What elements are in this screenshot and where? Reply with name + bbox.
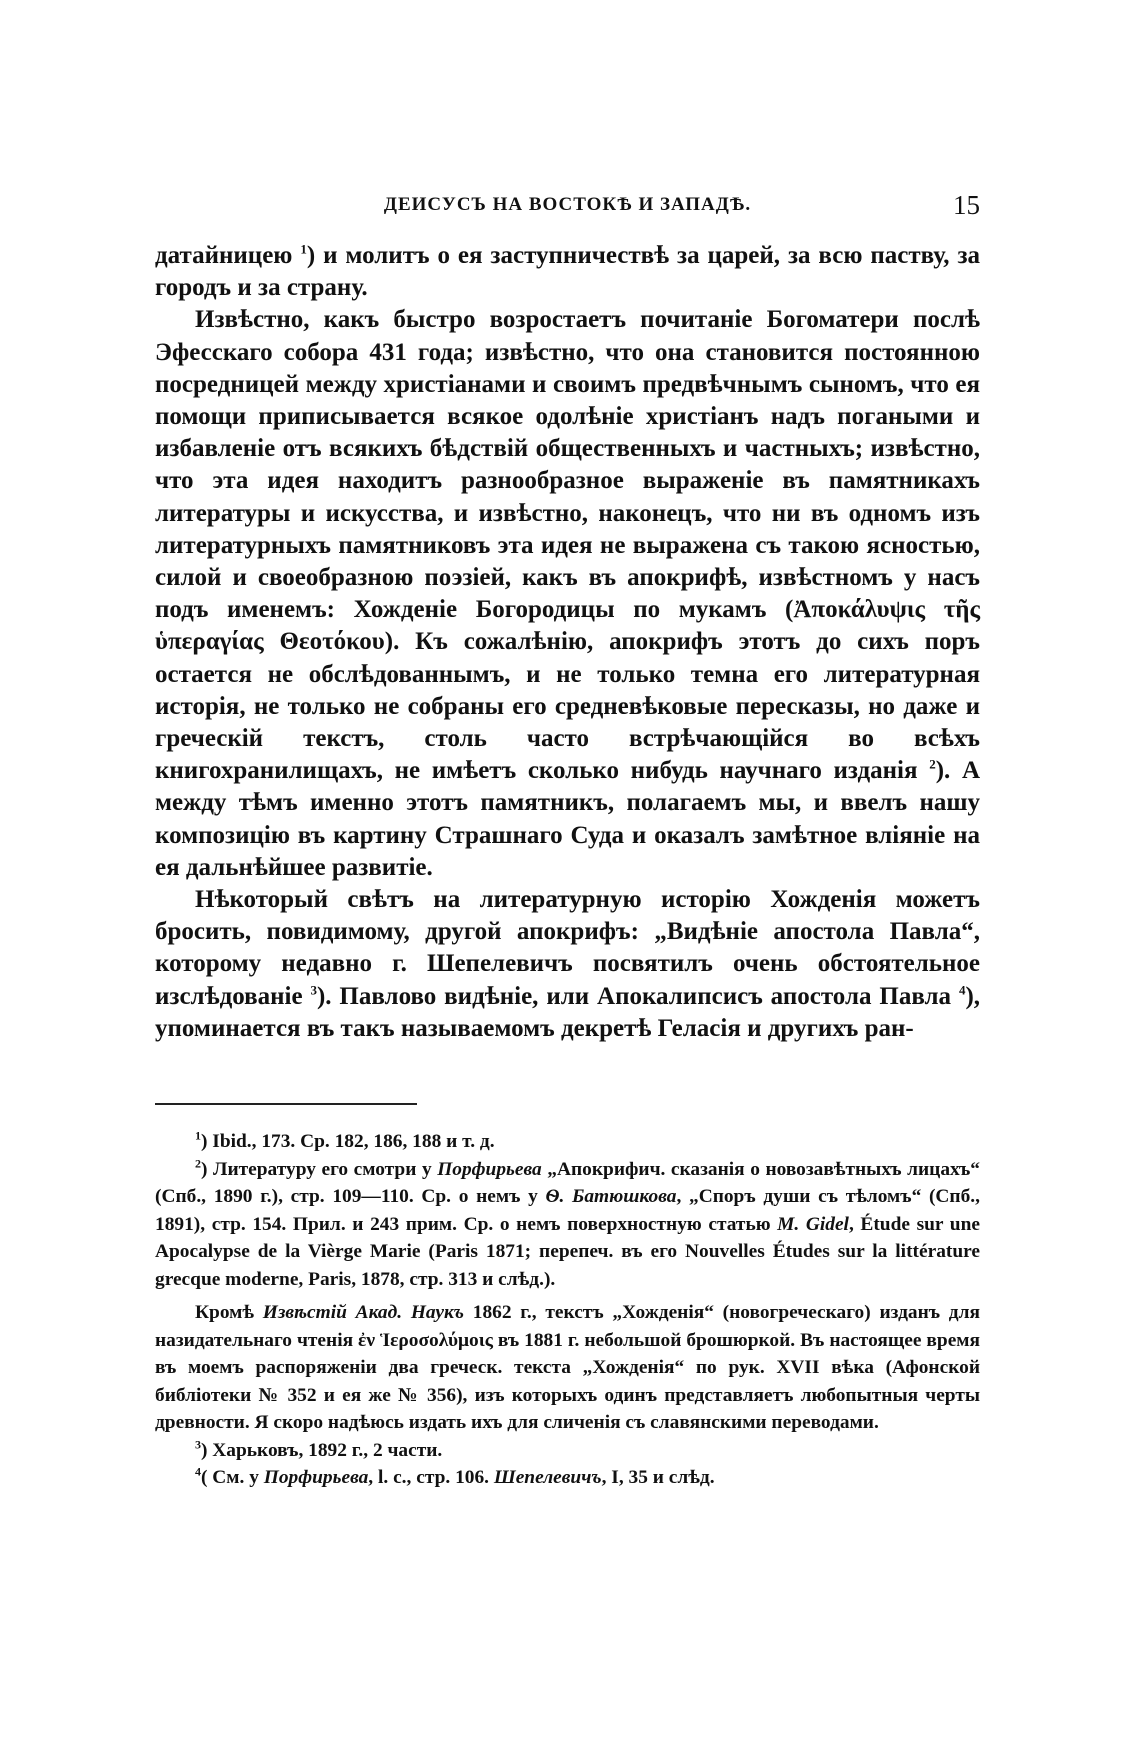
footnote-ref-2: 2 xyxy=(929,756,936,772)
text-run: ). Павлово видѣніе, или Апокалипсисъ апостола Павла xyxy=(316,982,959,1010)
footnote-4 xyxy=(155,1464,980,1492)
footnote-text: , Étude sur une Apocalypse de la Vièrge Marie (Paris 1871; перепеч. въ его Nouvelles Études sur la littérature grecque moderne, Paris, 1878, стр. 313 и слѣд.). xyxy=(155,1213,980,1290)
text-run: ) и молитъ о ея заступничествѣ за царей, за всю паству, за городъ и за страну. xyxy=(155,242,980,302)
footnote-2 xyxy=(155,1156,980,1294)
author-name: M. Gidel xyxy=(777,1213,849,1235)
author-name: Ѳ. Батюшкова xyxy=(545,1186,677,1207)
footnote-1 xyxy=(155,1128,980,1156)
footnote-text: ( См. у xyxy=(201,1467,264,1488)
footnote-text: Кромѣ xyxy=(195,1302,263,1323)
footnote-text: ) Харьковъ, 1892 г., 2 части. xyxy=(201,1439,443,1461)
footnote-mark: 1 xyxy=(195,1128,201,1143)
footnote-text: 1862 г., текстъ „Хожденія“ (новогреческаго) изданъ для назидательнаго чтенія ἐν Ἱεροσολύμοις въ 1881 г. небольшой брошюркой. Въ настоящее время въ моемъ распоряженіи два греческ. текста „Хожденія“ по рук. XVII вѣка (Афонской библіотеки № 352 и ея же № 356), изъ которыхъ одинъ представляетъ любопытныя черты древности. Я скоро надѣюсь издать ихъ для сличенія съ славянскими переводами. xyxy=(155,1302,980,1433)
footnote-text: ) Литературу его смотри у xyxy=(201,1158,438,1180)
author-name: Шепелевичъ xyxy=(493,1467,602,1488)
footnote-2-continued xyxy=(155,1299,980,1437)
text-run: Извѣстно, какъ быстро возростаетъ почитаніе Богоматери послѣ Эфесскаго собора 431 года; извѣстно, что она становится постоянною посредницей между христіанами и своимъ предвѣчнымъ сыномъ, что ея помощи приписывается всякое одолѣніе христіанъ надъ погаными и избавленіе отъ всякихъ бѣдствій общественныхъ и частныхъ; извѣстно, что эта идея находитъ разнообразное выраженіе въ памятникахъ литературы и искусства, и извѣстно, наконецъ, что ни въ одномъ изъ литературныхъ памятниковъ эта идея не выражена съ такою ясностью, силой и своеобразною поэзіей, какъ въ апокрифѣ, извѣстномъ у насъ подъ именемъ: Хожденіе Богородицы по мукамъ (Ἀποκάλυψις τῆς ὑπεραγίας Θεοτόκου). Къ сожалѣнію, апокрифъ этотъ до сихъ поръ остается не обслѣдованнымъ, и не только темна его литературная исторія, не только не собраны его средневѣковые пересказы, но даже и греческій текстъ, столь часто встрѣчающійся во всѣхъ книгохранилищахъ, не имѣетъ сколько нибудь научнаго изданія xyxy=(155,306,980,785)
text-run: Нѣкоторый свѣтъ на литературную исторію Хожденія можетъ бросить, повидимому, другой апокрифъ: „Видѣніе апостола Павла“, которому недавно г. Шепелевичъ посвятилъ очень обстоятельное изслѣдованіе xyxy=(155,886,980,1010)
page-header xyxy=(155,190,980,230)
paragraph-3 xyxy=(155,884,980,1045)
running-title: ДЕИСУСЪ НА ВОСТОКѢ И ЗАПАДѢ. xyxy=(383,194,752,215)
footnote-ref-3: 3 xyxy=(310,982,317,998)
footnote-text: , I, 35 и слѣд. xyxy=(601,1467,715,1488)
author-name: Порфирьева xyxy=(263,1467,369,1488)
footnote-ref-1: 1 xyxy=(300,241,307,257)
footnote-mark: 4 xyxy=(195,1464,201,1479)
footnote-text: ) Ibid., 173. Ср. 182, 186, 188 и т. д. xyxy=(201,1131,495,1152)
footnote-text: , l. c., стр. 106. xyxy=(368,1467,494,1488)
paragraph-1 xyxy=(155,240,980,304)
paragraph-2 xyxy=(155,304,980,884)
footnote-divider xyxy=(155,1103,417,1105)
author-name: Порфирьева xyxy=(437,1158,542,1180)
footnote-mark: 2 xyxy=(195,1156,201,1171)
text-run: ). А между тѣмъ именно этотъ памятникъ, полагаемъ мы, и ввелъ нашу композицію въ картину Страшнаго Суда и оказалъ замѣтное вліяніе на ея дальнѣйшее развитіе. xyxy=(155,757,980,881)
footnote-mark: 3 xyxy=(195,1437,201,1452)
footnotes xyxy=(155,1128,980,1492)
footnote-ref-4: 4 xyxy=(958,982,966,998)
source-title: Извѣстій Акад. Наукъ xyxy=(262,1302,465,1323)
footnote-3 xyxy=(155,1437,980,1465)
main-text xyxy=(155,240,980,1045)
footnote-text: , „Споръ души съ тѣломъ“ (Спб., 1891), стр. 154. Прил. и 243 прим. Ср. о немъ поверхностную статью xyxy=(155,1186,980,1235)
text-run: ), упоминается въ такъ называемомъ декретѣ Геласія и другихъ ран- xyxy=(155,982,981,1042)
footnote-text: „Апокрифич. сказанія о новозавѣтныхъ лицахъ“ (Спб., 1890 г.), стр. 109—110. Ср. о немъ у xyxy=(155,1158,980,1207)
text-run: датайницею xyxy=(155,242,301,269)
page-number: 15 xyxy=(953,190,980,220)
